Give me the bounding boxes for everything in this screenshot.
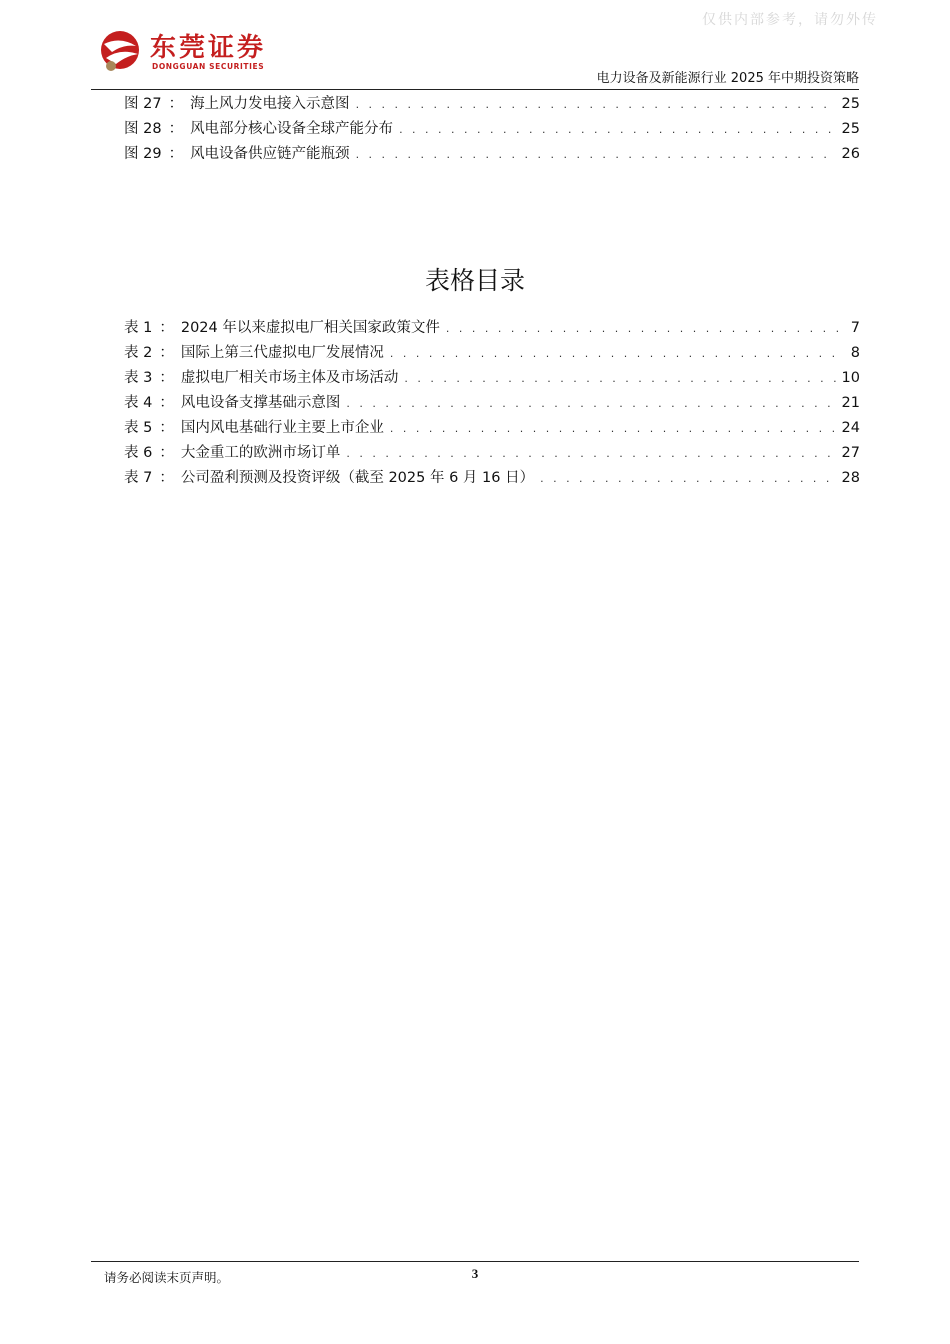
toc-entry-label: 图 27: [124, 96, 162, 112]
toc-entry-separator: ：: [168, 96, 184, 112]
toc-entry[interactable]: [124, 366, 860, 391]
toc-entry-page: 24: [841, 420, 860, 436]
toc-entry-label: 表 7: [124, 470, 153, 486]
toc-entry-title: 国内风电基础行业主要上市企业: [180, 420, 384, 436]
toc-entry-title: 风电设备供应链产能瓶颈: [190, 146, 350, 162]
toc-entry-separator: ：: [168, 146, 184, 162]
table-toc-list: [124, 316, 860, 491]
toc-leader-dots: [540, 472, 835, 485]
toc-entry-label: 图 28: [124, 121, 162, 137]
toc-entry-label: 图 29: [124, 146, 162, 162]
logo-chinese-name: 东莞证券: [150, 33, 267, 63]
toc-entry-page: 27: [841, 445, 860, 461]
figure-toc-list: [124, 92, 860, 167]
disclaimer-note: 请务必阅读末页声明。: [104, 1270, 230, 1285]
footer-divider: [91, 1261, 859, 1262]
watermark-text: 仅供内部参考，请勿外传: [702, 12, 878, 28]
toc-entry-title: 公司盈利预测及投资评级（截至 2025 年 6 月 16 日）: [180, 470, 535, 486]
toc-entry-label: 表 3: [124, 370, 153, 386]
toc-leader-dots: [356, 148, 836, 161]
toc-entry-label: 表 1: [124, 320, 153, 336]
toc-entry-page: 7: [850, 320, 860, 336]
toc-entry-separator: ：: [159, 345, 174, 361]
toc-leader-dots: [390, 422, 836, 435]
toc-entry-title: 2024 年以来虚拟电厂相关国家政策文件: [180, 320, 440, 336]
toc-entry-label: 表 4: [124, 395, 153, 411]
toc-entry-title: 风电部分核心设备全球产能分布: [190, 121, 394, 137]
toc-entry-separator: ：: [168, 121, 184, 137]
toc-entry-separator: ：: [159, 470, 174, 486]
toc-entry-title: 虚拟电厂相关市场主体及市场活动: [180, 370, 399, 386]
toc-entry[interactable]: [124, 142, 860, 167]
toc-entry-page: 28: [841, 470, 860, 486]
toc-leader-dots: [390, 347, 845, 360]
report-title: 电力设备及新能源行业 2025 年中期投资策略: [596, 71, 859, 86]
toc-entry-separator: ：: [159, 370, 174, 386]
toc-entry-page: 26: [841, 146, 860, 162]
toc-entry-page: 25: [841, 121, 860, 137]
toc-leader-dots: [356, 98, 836, 111]
toc-entry-page: 25: [841, 96, 860, 112]
toc-leader-dots: [404, 372, 835, 385]
toc-entry[interactable]: [124, 92, 860, 117]
toc-entry[interactable]: [124, 316, 860, 341]
toc-entry[interactable]: [124, 416, 860, 441]
toc-entry[interactable]: [124, 466, 860, 491]
toc-entry-page: 8: [850, 345, 860, 361]
toc-entry-title: 大金重工的欧洲市场订单: [180, 445, 341, 461]
toc-entry-page: 10: [841, 370, 860, 386]
toc-entry[interactable]: [124, 441, 860, 466]
toc-entry-separator: ：: [159, 395, 174, 411]
logo-emblem-icon: [98, 26, 142, 74]
toc-entry[interactable]: [124, 341, 860, 366]
toc-entry-title: 海上风力发电接入示意图: [190, 96, 350, 112]
toc-entry-title: 国际上第三代虚拟电厂发展情况: [180, 345, 384, 361]
toc-leader-dots: [346, 447, 835, 460]
toc-entry-label: 表 5: [124, 420, 153, 436]
toc-entry[interactable]: [124, 117, 860, 142]
header-divider: [91, 89, 859, 90]
toc-entry-title: 风电设备支撑基础示意图: [180, 395, 341, 411]
company-logo: [98, 26, 278, 76]
toc-entry-separator: ：: [159, 445, 174, 461]
page-number: 3: [471, 1266, 479, 1281]
toc-entry[interactable]: [124, 391, 860, 416]
toc-leader-dots: [399, 123, 835, 136]
toc-entry-label: 表 6: [124, 445, 153, 461]
toc-entry-page: 21: [841, 395, 860, 411]
toc-entry-separator: ：: [159, 420, 174, 436]
table-toc-heading: 表格目录: [424, 266, 525, 295]
logo-english-name: DONGGUAN SECURITIES: [152, 62, 265, 71]
toc-leader-dots: [446, 322, 845, 335]
toc-entry-separator: ：: [159, 320, 174, 336]
toc-leader-dots: [346, 397, 835, 410]
toc-entry-label: 表 2: [124, 345, 153, 361]
